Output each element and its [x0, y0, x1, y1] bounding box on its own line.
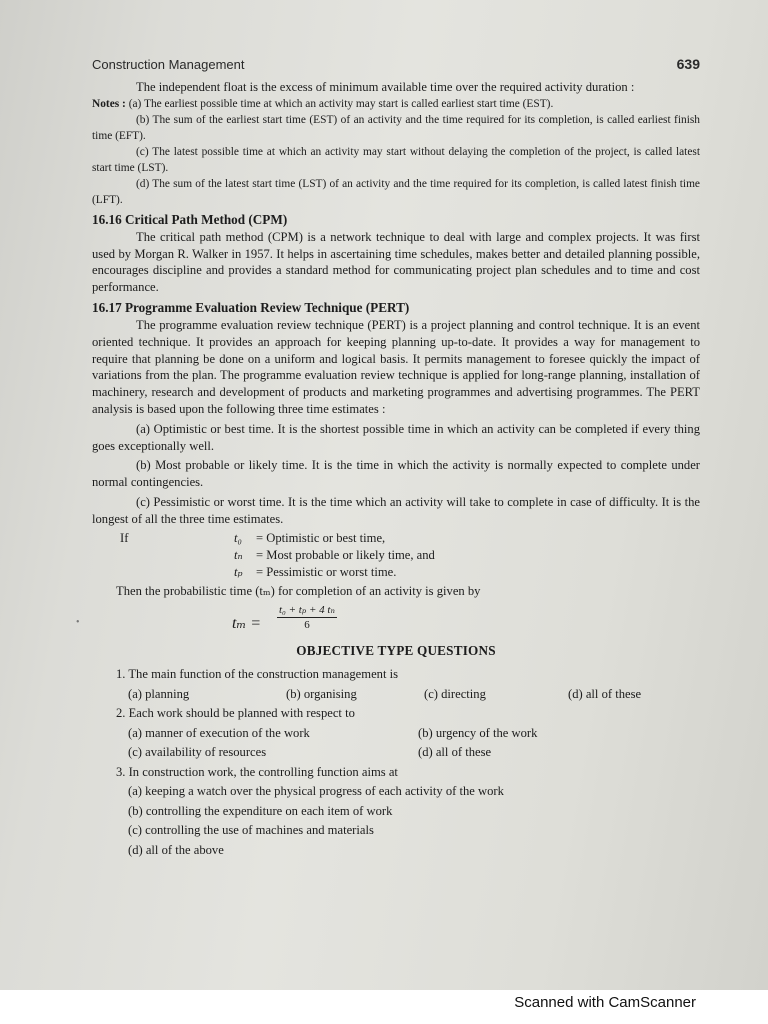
note-a — [92, 96, 700, 112]
symbol-tn: tₙ — [234, 547, 243, 562]
margin-mark: • — [76, 617, 80, 629]
option: (d) all of these — [418, 745, 492, 760]
question-stem: 1. The main function of the construction management is — [116, 667, 399, 682]
if-label: If — [120, 530, 129, 545]
question-stem: 3. In construction work, the controlling function aims at — [116, 764, 398, 779]
symbol-tp: tₚ — [234, 564, 243, 579]
definition-row — [92, 564, 700, 581]
option: (a) planning — [128, 686, 190, 701]
question — [92, 763, 700, 861]
estimate-pessimistic: (c) Pessimistic or worst time. It is the time which an activity will take to complete in case of difficulty. It is the longest of all the three time estimates. — [92, 494, 700, 526]
option: (d) all of the above — [128, 842, 224, 857]
option: (b) controlling the expenditure on each item of work — [128, 803, 393, 818]
scanner-watermark: Scanned with CamScanner — [514, 994, 696, 1011]
note-c: (c) The latest possible time at which an activity may start without delaying the completion of the project, is called latest start time (LST). — [92, 145, 700, 174]
option: (a) manner of execution of the work — [128, 725, 310, 740]
question-options — [92, 724, 700, 763]
formula-denominator: 6 — [304, 619, 310, 632]
option: (a) keeping a watch over the physical progress of each activity of the work — [128, 784, 504, 799]
question — [92, 704, 700, 763]
cpm-heading: 16.16 Critical Path Method (CPM) — [92, 211, 288, 227]
option: (b) organising — [286, 686, 357, 701]
formula-numerator: t₀ + tₚ + 4 tₙ — [279, 604, 335, 617]
page-number: 639 — [676, 56, 700, 72]
question-options — [92, 782, 700, 860]
note-a-text: (a) The earliest possible time at which an activity may start is called earliest start time (EST). — [128, 97, 554, 110]
intro-paragraph: The independent float is the excess of minimum available time over the required activity duration : — [136, 80, 635, 94]
estimate-optimistic: (a) Optimistic or best time. It is the shortest possible time in which an activity can be completed if every thing goes exceptionally well. — [92, 421, 700, 453]
option: (c) availability of resources — [128, 745, 267, 760]
formula-lhs: tₘ = — [232, 615, 262, 633]
symbol-t0: t₀ — [234, 530, 242, 545]
option: (c) controlling the use of machines and materials — [128, 823, 374, 838]
cpm-paragraph: The critical path method (CPM) is a network technique to deal with large and complex projects. It was first used by Morgan R. Walker in 1957. It helps in ascertaining time schedules, makes better and detailed planning possible, encourages discipline and provides a standard method for communicating project plan schedules and to time and cost performance. — [92, 229, 700, 295]
question-stem: 2. Each work should be planned with respect to — [116, 706, 355, 721]
definition-text: = Optimistic or best time, — [256, 530, 386, 545]
definition-row — [92, 547, 700, 564]
running-header — [92, 56, 700, 72]
notes-label: Notes : — [92, 97, 126, 110]
then-statement: Then the probabilistic time (tₘ) for completion of an activity is given by — [116, 583, 481, 598]
option: (c) directing — [424, 686, 486, 701]
definition-text: = Pessimistic or worst time. — [256, 564, 397, 579]
formula — [76, 599, 700, 641]
definition-text: = Most probable or likely time, and — [256, 547, 435, 562]
objective-title: OBJECTIVE TYPE QUESTIONS — [296, 643, 496, 659]
book-title: Construction Management — [92, 57, 245, 72]
definition-row — [92, 530, 700, 547]
note-b: (b) The sum of the earliest start time (EST) of an activity and the time required for its completion, is called earliest finish time (EFT). — [92, 113, 700, 142]
definitions — [92, 530, 700, 581]
question-options — [92, 685, 700, 705]
option: (b) urgency of the work — [418, 725, 538, 740]
pert-paragraph: The programme evaluation review technique (PERT) is a project planning and control technique. It is an event oriented technique. It provides an approach for keeping planning up-to-date. It provides a way for management to require that planning be done on a uniform and logical basis. It permits management to foresee quickly the impact of variations from the plan. The programme evaluation review technique is applied for long-range planning, installation of machinery, research and development of products and marketing programmes and advertising programmes. The PERT analysis is based upon the following three time estimates : — [92, 317, 700, 416]
note-d: (d) The sum of the latest start time (LST) of an activity and the time required for its completion, is called latest finish time (LFT). — [92, 177, 700, 206]
option: (d) all of these — [568, 686, 642, 701]
question — [92, 665, 700, 704]
pert-heading: 16.17 Programme Evaluation Review Technique (PERT) — [92, 299, 410, 315]
formula-fraction — [277, 603, 337, 631]
page-content — [76, 56, 700, 860]
estimate-most-probable: (b) Most probable or likely time. It is the time in which the activity is normally expected to complete under normal contingencies. — [92, 458, 700, 490]
